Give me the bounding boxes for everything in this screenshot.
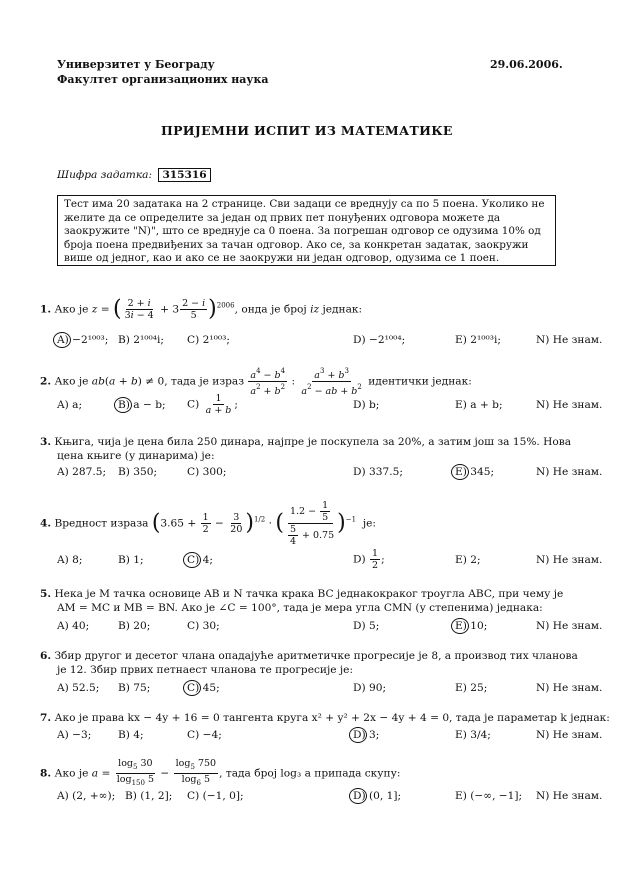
option-c[interactable]: C) 30;	[187, 620, 220, 632]
question-text: Ако је	[54, 375, 89, 388]
option-c[interactable]: C) 45;	[187, 682, 220, 694]
task-code	[57, 168, 211, 182]
option-n[interactable]: N) Не знам.	[536, 399, 603, 411]
answer-circle	[183, 680, 201, 696]
option-a[interactable]: A) −2¹⁰⁰³;	[57, 334, 108, 346]
option-c[interactable]: C) −4;	[187, 729, 222, 741]
question-5-line-2: AM = MC и MB = BN. Ако је ∠C = 100°, тада је мера угла CMN (у степенима) једнака:	[57, 602, 543, 614]
page-title: ПРИЈЕМНИ ИСПИТ ИЗ МАТЕМАТИКЕ	[161, 123, 453, 138]
options-q6	[0, 682, 638, 698]
question-text: Нека је M тачка основице AB и N тачка крака BC једнакокраког троугла ABC, при чему је	[54, 588, 564, 600]
option-b[interactable]: B) 1;	[118, 554, 144, 566]
task-code-label: Шифра задатка:	[57, 169, 153, 181]
question-number: 6.	[40, 650, 52, 662]
question-7	[40, 712, 610, 724]
option-e[interactable]: E) 2¹⁰⁰³i;	[455, 334, 501, 346]
question-text-2: , онда је број	[234, 303, 307, 316]
option-e[interactable]: E) 2;	[455, 554, 481, 566]
options-q5	[0, 620, 638, 636]
option-d[interactable]: D) 5;	[353, 620, 380, 632]
question-number: 4.	[40, 517, 52, 530]
instructions-text: Тест има 20 задатака на 2 странице. Сви задаци се вреднују са по 5 поена. Уколико не желите да се опредeлите за један од првих пет понуђених одговора можете да заокружите "N)", што се вреднује са 0 поена. За погрешан одговор се одузима 10% од броја поена предвиђених за тачан одговор. Ако се, за конкретан задатак, заокружи више од једног, као и ако се не заокружи ни један одговор, одузима се 1 поен.	[64, 198, 545, 265]
question-number: 1.	[40, 303, 52, 316]
instructions-box	[57, 195, 556, 266]
options-q1	[0, 334, 638, 350]
option-a[interactable]: A) 287.5;	[57, 466, 107, 478]
question-number: 2.	[40, 375, 52, 388]
question-text: Књига, чија је цена била 250 динара, најпре је поскупела за 20%, а затим још за 15%. Нова	[54, 436, 572, 448]
question-6-line-2: је 12. Збир првих петнаест чланова те прогресије је:	[57, 664, 354, 676]
option-n[interactable]: N) Не знам.	[536, 790, 603, 802]
option-d[interactable]: D) b;	[353, 399, 380, 411]
option-b[interactable]: B) 4;	[118, 729, 144, 741]
option-n[interactable]: N) Не знам.	[536, 334, 603, 346]
faculty-name: Факултет организационих наука	[57, 73, 269, 86]
option-c[interactable]: C) (−1, 0];	[187, 790, 244, 802]
option-d[interactable]: D) 90;	[353, 682, 387, 694]
option-n[interactable]: N) Не знам.	[536, 620, 603, 632]
question-6	[40, 650, 578, 662]
answer-circle	[53, 332, 71, 348]
question-5	[40, 588, 563, 600]
question-3	[40, 436, 571, 448]
question-2: 2. Ако је ab(a + b) ≠ 0, тада је израз $\frac{a^4 - b^4}{a^2 + b^2}$ : $\frac{a^3 + b^3}{a^2 - ab + b^2}$ идентички једнак:	[40, 367, 472, 397]
options-q8	[0, 790, 638, 806]
question-number: 7.	[40, 712, 52, 724]
option-a[interactable]: A) 40;	[57, 620, 90, 632]
option-b[interactable]: B) 75;	[118, 682, 151, 694]
option-d[interactable]: D) 3;	[353, 729, 379, 741]
answer-circle	[349, 727, 367, 743]
option-n[interactable]: N) Не знам.	[536, 554, 603, 566]
options-q2	[0, 393, 638, 419]
option-c[interactable]: C) $\frac{1}{a + b}$ ;	[187, 393, 238, 416]
option-b[interactable]: B) 350;	[118, 466, 158, 478]
option-d[interactable]: D) −2¹⁰⁰⁴;	[353, 334, 406, 346]
option-a[interactable]: A) 52.5;	[57, 682, 100, 694]
answer-circle	[451, 618, 469, 634]
answer-circle	[114, 397, 132, 413]
question-3-line-2: цена књиге (у динарима) је:	[57, 450, 215, 462]
option-n[interactable]: N) Не знам.	[536, 682, 603, 694]
question-text: Вредност израза	[54, 517, 149, 530]
university-name: Универзитет у Београду	[57, 58, 215, 71]
question-text: Ако је	[54, 303, 89, 316]
option-e[interactable]: E) 3/4;	[455, 729, 491, 741]
question-text-2: , тада број log₃ a припада скупу:	[219, 767, 401, 780]
option-b[interactable]: B) (1, 2];	[125, 790, 173, 802]
option-a[interactable]: A) (2, +∞);	[57, 790, 116, 802]
option-e[interactable]: E) 25;	[455, 682, 488, 694]
option-c[interactable]: C) 300;	[187, 466, 227, 478]
option-b[interactable]: B) a − b;	[118, 399, 166, 411]
question-text-2: је:	[362, 517, 376, 530]
option-n[interactable]: N) Не знам.	[536, 729, 603, 741]
exam-date: 29.06.2006.	[490, 58, 563, 71]
question-4: 4. Вредност израза (3.65 + $\frac{1}{2}$ − $\frac{3}{20}$ )$^{1/2}$ · ( 1.2 − $\frac{1}{5}$ $\frac{5}{4}$ + 0.75 )$^{-1}$ је:	[40, 500, 376, 547]
option-a[interactable]: A) −3;	[57, 729, 92, 741]
option-a[interactable]: A) 8;	[57, 554, 83, 566]
question-8: 8. Ако је a = $\frac{\log_5 30}{\log_{150} 5}$ − $\frac{\log_5 750}{\log_6 5}$ , тада број log₃ a припада скупу:	[40, 758, 401, 787]
option-d[interactable]: D) 337.5;	[353, 466, 403, 478]
options-q3	[0, 466, 638, 482]
option-b[interactable]: B) 20;	[118, 620, 151, 632]
task-code-value: 315316	[158, 168, 210, 182]
answer-circle	[183, 552, 201, 568]
question-number: 8.	[40, 767, 52, 780]
options-q4	[0, 548, 638, 572]
option-c[interactable]: C) 4;	[187, 554, 213, 566]
option-e[interactable]: E) 10;	[455, 620, 487, 632]
option-d[interactable]: D) (0, 1];	[353, 790, 401, 802]
option-b[interactable]: B) 2¹⁰⁰⁴i;	[118, 334, 164, 346]
question-text-3: идентички једнак:	[368, 375, 472, 388]
option-a[interactable]: A) a;	[57, 399, 83, 411]
question-1: 1. Ако је z = ( $\frac{2 + i}{3i - 4}$ + 3 $\frac{2 - i}{5}$ )$^{2006}$, онда је број iz једнак:	[40, 296, 363, 322]
option-e[interactable]: E) 345;	[455, 466, 494, 478]
option-c[interactable]: C) 2¹⁰⁰³;	[187, 334, 230, 346]
options-q7	[0, 729, 638, 745]
question-text: Ако је права kx − 4y + 16 = 0 тангента круга x² + y² + 2x − 4y + 4 = 0, тада је параметар k једнак:	[54, 712, 610, 724]
question-text: Збир другог и десетог члана опадајуће аритметичке прогресије је 8, а производ тих чланова	[54, 650, 578, 662]
question-text: Ако је	[54, 767, 89, 780]
option-e[interactable]: E) a + b;	[455, 399, 503, 411]
option-e[interactable]: E) (−∞, −1];	[455, 790, 523, 802]
option-n[interactable]: N) Не знам.	[536, 466, 603, 478]
answer-circle	[451, 464, 469, 480]
option-d[interactable]: D) $\frac{1}{2}$ ;	[353, 548, 385, 571]
question-text-2: , тада је израз	[164, 375, 245, 388]
question-text-3: једнак:	[322, 303, 363, 316]
question-number: 5.	[40, 588, 52, 600]
answer-circle	[349, 788, 367, 804]
question-number: 3.	[40, 436, 52, 448]
